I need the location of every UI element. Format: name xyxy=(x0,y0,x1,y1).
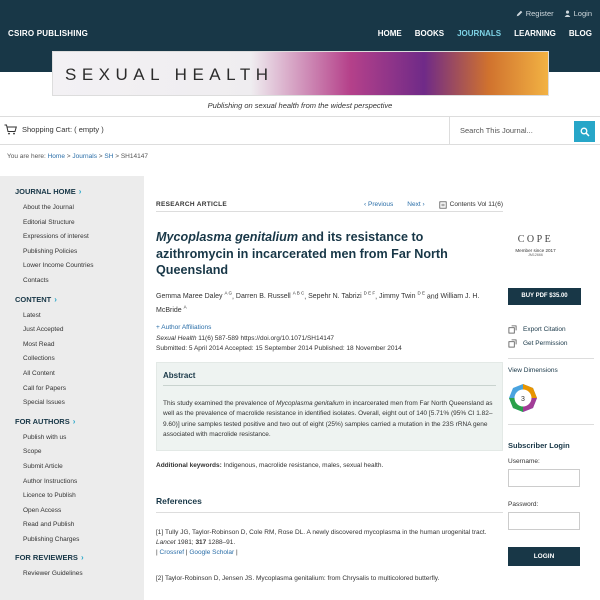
sidebar-item-lower-income[interactable]: Lower Income Countries xyxy=(23,262,94,270)
subscriber-login-heading: Subscriber Login xyxy=(508,441,570,450)
article-dates: Submitted: 5 April 2014 Accepted: 15 September 2014 Published: 18 November 2014 xyxy=(156,345,402,353)
keywords-label: Additional keywords: xyxy=(156,461,222,469)
citation-line xyxy=(156,334,503,354)
nav-journals[interactable]: JOURNALS xyxy=(457,29,502,38)
cope-logo-text: COPE xyxy=(517,234,554,245)
subscriber-login-panel xyxy=(508,441,594,566)
permission-icon xyxy=(508,339,517,348)
references-heading: References xyxy=(156,496,503,513)
cope-member-text: Member since 2017 xyxy=(515,248,556,253)
article-title-italic: Mycoplasma genitalium xyxy=(156,230,299,244)
login-label: Login xyxy=(573,9,592,18)
author-name: William J. H. McBride xyxy=(156,292,480,315)
sidebar-item-latest[interactable]: Latest xyxy=(23,311,41,319)
keywords-value: Indigenous, macrolide resistance, males, sexual health. xyxy=(223,461,384,469)
abstract-text-post: in incarcerated men from Far North Queensland as well as the prevalence of macrolide resistance in identified isolates. Overall, eight out of 140 [5.71% (95% CI 1.82–9.60)] urine samples tested positive and two out of eight (25%) samples carried a mutation in the 23S rRNA gene associated with macrolide resistance. xyxy=(163,400,493,438)
sidebar-item-author-instructions[interactable]: Author Instructions xyxy=(23,477,78,485)
sidebar-item-policies[interactable]: Publishing Policies xyxy=(23,247,78,255)
username-label: Username: xyxy=(508,458,540,465)
next-label: Next xyxy=(407,200,421,208)
author-name: Darren B. Russell xyxy=(235,292,291,300)
breadcrumb-prefix: You are here: xyxy=(7,153,46,160)
sidebar-heading-label: CONTENT xyxy=(15,294,52,304)
chevron-right-icon: › xyxy=(80,553,84,563)
nav-learning[interactable]: LEARNING xyxy=(514,29,556,38)
breadcrumb: You are here: Home > Journals > SH > SH14147 xyxy=(7,153,148,160)
article-type-label: RESEARCH ARTICLE xyxy=(156,201,228,208)
author-name: Jimmy Twin xyxy=(379,292,416,300)
sidebar-item-most-read[interactable]: Most Read xyxy=(23,340,55,348)
abstract-text-pre: This study examined the prevalence of xyxy=(163,400,275,408)
reference-volume: 317 xyxy=(195,539,207,547)
cart-label: Shopping Cart: ( empty ) xyxy=(22,125,104,134)
sidebar xyxy=(0,176,144,600)
sidebar-item-collections[interactable]: Collections xyxy=(23,355,55,363)
cope-code: JM12666 xyxy=(528,253,543,257)
contents-icon xyxy=(439,201,447,209)
reference-text: Taylor-Robinson D, Jensen JS. Mycoplasma genitalium: from Chrysalis to multicolored butterfly. xyxy=(164,574,440,582)
abstract-heading: Abstract xyxy=(163,371,496,386)
nav-books[interactable]: BOOKS xyxy=(414,29,445,38)
brand-logo[interactable]: CSIRO PUBLISHING xyxy=(8,29,89,38)
sidebar-item-expressions[interactable]: Expressions of interest xyxy=(23,233,89,241)
main-nav xyxy=(378,29,592,38)
reference-pages: 1288–91. xyxy=(208,539,236,547)
sidebar-group-content xyxy=(15,295,144,411)
reference-year: 1981; xyxy=(177,539,194,547)
view-dimensions-link[interactable]: View Dimensions xyxy=(508,367,558,374)
author-affil-sup: A xyxy=(183,304,187,310)
article-main xyxy=(156,198,503,584)
altmetric-score: 3 xyxy=(521,396,525,403)
journal-title: SEXUAL HEALTH xyxy=(65,65,274,84)
breadcrumb-current: SH14147 xyxy=(120,153,148,160)
article-title xyxy=(156,229,503,279)
altmetric-donut-icon xyxy=(508,383,538,413)
sidebar-item-licence[interactable]: Licence to Publish xyxy=(23,492,76,500)
reference-journal: Lancet xyxy=(156,539,176,547)
sidebar-heading-label: JOURNAL HOME xyxy=(15,187,76,196)
crossref-link[interactable]: Crossref xyxy=(159,549,185,557)
login-button[interactable]: LOGIN xyxy=(508,547,580,566)
author-link[interactable] xyxy=(156,290,232,300)
cart-icon xyxy=(4,124,17,135)
breadcrumb-home[interactable]: Home xyxy=(47,153,65,160)
chevron-right-icon: › xyxy=(54,294,57,304)
author-link[interactable] xyxy=(308,290,376,300)
sidebar-heading-journal-home[interactable] xyxy=(15,187,144,196)
chevron-right-icon: › xyxy=(72,416,76,426)
google-scholar-link[interactable]: Google Scholar xyxy=(189,549,235,557)
search-input[interactable]: Search This Journal... xyxy=(449,117,575,144)
search-icon xyxy=(580,127,590,137)
author-name: Sepehr N. Tabrizi xyxy=(308,292,362,300)
journal-banner[interactable] xyxy=(52,51,549,96)
nav-blog[interactable]: BLOG xyxy=(568,29,592,38)
article-title-rest: and its resistance to azithromycin in incarcerated men from Far North Queensland xyxy=(156,230,448,277)
author-affiliations-link[interactable]: + Author Affiliations xyxy=(156,324,212,332)
divider xyxy=(508,424,594,425)
get-permission-label: Get Permission xyxy=(523,339,568,347)
article-pager xyxy=(364,201,503,209)
register-link[interactable] xyxy=(516,9,554,18)
sidebar-heading-label: FOR AUTHORS xyxy=(15,416,70,426)
password-label: Password: xyxy=(508,501,539,508)
sidebar-heading-label: FOR REVIEWERS xyxy=(15,553,78,563)
sidebar-heading-for-authors[interactable] xyxy=(15,417,144,426)
sidebar-item-all-content[interactable]: All Content xyxy=(23,369,55,377)
abstract-text-italic: Mycoplasma genitalium xyxy=(276,400,345,408)
sidebar-group-journal-home xyxy=(15,187,144,289)
sidebar-item-read-publish[interactable]: Read and Publish xyxy=(23,521,75,529)
previous-label: Previous xyxy=(367,200,394,208)
buy-pdf-button[interactable]: BUY PDF $35.00 xyxy=(508,288,581,305)
username-input[interactable] xyxy=(508,469,580,487)
sidebar-group-for-authors xyxy=(15,417,144,548)
password-input[interactable] xyxy=(508,512,580,530)
reference-item xyxy=(156,528,503,559)
citation-text: 11(6) 587-589 https://doi.org/10.1071/SH14147 xyxy=(198,335,335,343)
export-icon xyxy=(508,325,517,334)
next-link[interactable]: Next › xyxy=(407,200,425,208)
cart-search-bar xyxy=(0,116,600,145)
get-permission-link[interactable] xyxy=(508,336,594,350)
user-icon xyxy=(564,10,571,17)
login-link[interactable] xyxy=(564,9,592,18)
sidebar-item-publish[interactable]: Publish with us xyxy=(23,433,67,441)
sidebar-item-about[interactable]: About the Journal xyxy=(23,204,74,211)
pencil-icon xyxy=(516,10,523,17)
register-label: Register xyxy=(525,9,554,18)
sidebar-heading-for-reviewers[interactable] xyxy=(15,553,144,562)
author-affil-sup: D E F xyxy=(363,290,376,296)
author-affil-sup: D E xyxy=(417,290,425,296)
account-links xyxy=(516,9,592,18)
reference-number: [1] xyxy=(156,528,164,536)
nav-home[interactable]: HOME xyxy=(377,29,402,38)
sidebar-item-reviewer-guidelines[interactable]: Reviewer Guidelines xyxy=(23,570,83,578)
reference-item xyxy=(156,574,503,584)
sidebar-item-scope[interactable]: Scope xyxy=(23,448,42,456)
author-link[interactable] xyxy=(379,290,425,300)
search-button[interactable] xyxy=(574,121,595,142)
previous-link[interactable]: ‹ Previous xyxy=(364,200,394,208)
reference-text: Tully JG, Taylor-Robinson D, Cole RM, Rose DL. A newly discovered mycoplasma in the human urogenital tract. xyxy=(164,528,487,536)
journal-name: Sexual Health xyxy=(156,335,197,343)
journal-tagline: Publishing on sexual health from the widest perspective xyxy=(207,101,393,110)
reference-number: [2] xyxy=(156,574,164,582)
sidebar-group-for-reviewers xyxy=(15,553,144,582)
cope-logo[interactable] xyxy=(508,234,563,278)
abstract-text xyxy=(163,399,496,440)
author-affil-sup: A B C xyxy=(292,290,305,296)
sidebar-item-open-access[interactable]: Open Access xyxy=(23,506,62,514)
author-name: Gemma Maree Daley xyxy=(156,292,223,300)
altmetric-badge[interactable] xyxy=(508,383,538,413)
author-link[interactable] xyxy=(235,290,305,300)
abstract-box xyxy=(156,362,503,451)
contents-link[interactable] xyxy=(439,201,503,209)
author-list: Gemma Maree Daley $^{A G}$, Darren B. Russell $^{A B C}$, Sepehr N. Tabrizi $^{D E F}$, Jimmy Twin $^{D E}$ and William J. H. McBride $^A$ xyxy=(156,290,480,315)
sidebar-item-submit[interactable]: Submit Article xyxy=(23,462,63,470)
keywords xyxy=(156,462,503,469)
shopping-cart[interactable] xyxy=(4,124,104,135)
sidebar-item-just-accepted[interactable]: Just Accepted xyxy=(23,326,64,334)
export-citation-label: Export Citation xyxy=(523,325,566,333)
author-affil-sup: A G xyxy=(224,290,232,296)
chevron-right-icon: › xyxy=(78,187,82,196)
breadcrumb-journals[interactable]: Journals xyxy=(72,153,97,160)
contents-label: Contents Vol 11(6) xyxy=(449,201,503,208)
article-tools xyxy=(508,322,594,350)
export-citation-link[interactable] xyxy=(508,322,594,336)
reference-links: | Crossref | Google Scholar | xyxy=(156,549,238,557)
sidebar-item-call-for-papers[interactable]: Call for Papers xyxy=(23,384,66,392)
breadcrumb-sh[interactable]: SH xyxy=(104,153,114,160)
sidebar-item-special-issues[interactable]: Special Issues xyxy=(23,399,65,407)
sidebar-item-contacts[interactable]: Contacts xyxy=(23,276,49,284)
right-column xyxy=(508,234,594,566)
sidebar-item-editorial[interactable]: Editorial Structure xyxy=(23,218,75,226)
sidebar-item-charges[interactable]: Publishing Charges xyxy=(23,535,80,543)
article-label-row xyxy=(156,198,503,212)
divider xyxy=(508,358,594,359)
sidebar-heading-content[interactable] xyxy=(15,295,144,304)
